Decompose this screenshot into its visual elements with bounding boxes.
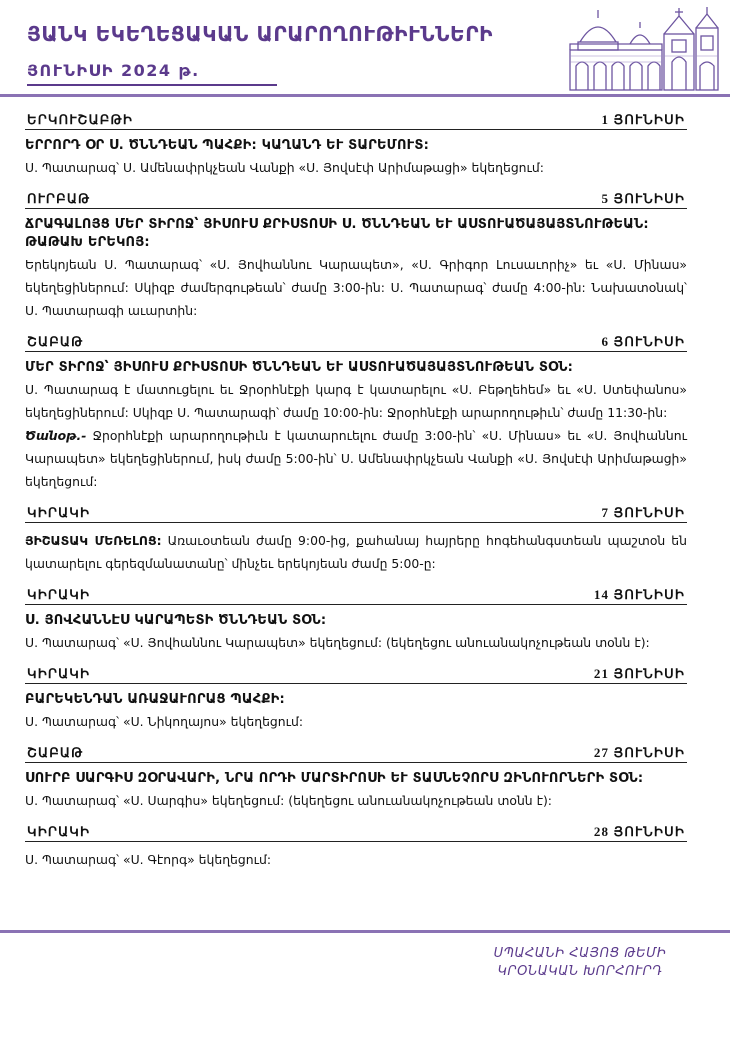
footer-divider [0, 930, 730, 933]
entry-weekday: ՇԱԲԱԹ [27, 334, 84, 349]
schedule-entry [25, 666, 687, 733]
schedule-entry [25, 334, 687, 493]
schedule-entry [25, 745, 687, 812]
entry-day-row [25, 587, 687, 605]
entry-text: Ս. Պատարագ է մատուցելու եւ Ջրօրհնէքի կարգ է կատարելու «Ս. Բեթղեհեմ» եւ «Ս. Ստեփանոս» եկեղեցիներում: Սկիզբ Ս. Պատարագի՝ ժամը 10:00-ին: Ջրօրհնէքի արարողութիւն՝ ժամը 11:30-ին: [25, 382, 687, 420]
entry-note [25, 424, 687, 493]
footer-line-council: ԿՐՕՆԱԿԱՆ ԽՈՐՀՈՒՐԴ [497, 964, 663, 979]
page-header [0, 0, 730, 95]
entry-day-row [25, 666, 687, 684]
entry-weekday: ԵՐԿՈՒՇԱԲԹԻ [27, 112, 134, 127]
entry-weekday: ԿԻՐԱԿԻ [27, 824, 91, 839]
page-title: ՅԱՆԿ ԵԿԵՂԵՑԱԿԱՆ ԱՐԱՐՈՂՈՒԹԻՒՆՆԵՐԻ [27, 22, 494, 46]
entry-heading: ԲԱՐԵԿԵՆԴԱՆ ԱՌԱՋԱՒՈՐԱՑ ՊԱՀՔԻ: [25, 692, 285, 707]
schedule-entry [25, 824, 687, 871]
header-divider [0, 94, 730, 97]
entry-heading: ՍՈՒՐԲ ՍԱՐԳԻՍ ԶՕՐԱՎԱՐԻ, ՆՐԱ ՈՐԴԻ ՄԱՐՏԻՐՈՍԻ ԵՒ ՏԱՍՆԵՉՈՐՍ ԶԻՆՈՒՈՐՆԵՐԻ ՏՕՆ: [25, 771, 644, 786]
entry-inline-heading: ՅԻՇԱՏԱԿ ՄԵՌԵԼՈՑ: [25, 533, 162, 548]
schedule-entry [25, 112, 687, 179]
footer-line-diocese: ՍՊԱՀԱՆԻ ՀԱՅՈՑ ԹԵՄԻ [493, 946, 667, 961]
entry-heading: ՄԵՐ ՏԻՐՈՋ՝ ՅԻՍՈՒՍ ՔՐԻՍՏՈՍԻ ԾՆՆԴԵԱՆ ԵՒ ԱՍՏՈՒԱԾԱՅԱՅՏՆՈՒԹԵԱՆ ՏՕՆ: [25, 360, 574, 375]
entry-text [25, 529, 687, 575]
month-underline [27, 84, 277, 86]
entry-date: 5 ՅՈՒՆԻՍԻ [601, 191, 685, 206]
entry-date: 7 ՅՈՒՆԻՍԻ [601, 505, 685, 520]
entry-date: 14 ՅՈՒՆԻՍԻ [593, 587, 685, 602]
note-text: Ջրօրհնէքի արարողութիւն է կատարուելու ժամը 3:00-ին՝ «Ս. Մինաս» եւ «Ս. Յովհաննու Կարապետ» եկեղեցիներում, իսկ ժամը 5:00-ին՝ Ս. Ամենափրկչեան Վանքի «Ս. Յովսէփ Արիմաթացի» եկեղեցում: [25, 428, 687, 489]
schedule-list [25, 112, 687, 883]
church-building-icon [560, 4, 722, 94]
entry-text: Ս. Պատարագ՝ «Ս. Յովհաննու Կարապետ» եկեղեցում: (եկեղեցու անուանակոչութեան տօնն է): [25, 635, 650, 650]
entry-weekday: ՇԱԲԱԹ [27, 745, 84, 760]
schedule-entry [25, 505, 687, 575]
entry-day-row [25, 745, 687, 763]
entry-weekday: ԿԻՐԱԿԻ [27, 666, 91, 681]
entry-date: 28 ՅՈՒՆԻՍԻ [593, 824, 685, 839]
entry-day-row [25, 505, 687, 523]
entry-heading: ՃՐԱԳԱԼՈՅՑ ՄԵՐ ՏԻՐՈՋ՝ ՅԻՍՈՒՍ ՔՐԻՍՏՈՍԻ Ս. ԾՆՆԴԵԱՆ ԵՒ ԱՍՏՈՒԱԾԱՅԱՅՏՆՈՒԹԵԱՆ: ԹԱԹԱԽ ԵՐԵԿՈՅ: [25, 217, 649, 250]
schedule-entry [25, 587, 687, 654]
entry-heading: Ս. ՅՈՎՀԱՆՆԷՍ ԿԱՐԱՊԵՏԻ ԾՆՆԴԵԱՆ ՏՕՆ: [25, 613, 327, 628]
entry-date: 1 ՅՈՒՆԻՍԻ [601, 112, 685, 127]
entry-text: Ս. Պատարագ՝ «Ս. Նիկողայոս» եկեղեցում: [25, 714, 304, 729]
entry-day-row [25, 112, 687, 130]
entry-day-row [25, 824, 687, 842]
entry-text: Ս. Պատարագ՝ «Ս. Գէորգ» եկեղեցում: [25, 852, 272, 867]
note-label: Ծանօթ.- [25, 428, 87, 443]
entry-text: Ս. Պատարագ՝ «Ս. Սարգիս» եկեղեցում: (եկեղեցու անուանակոչութեան տօնն է): [25, 793, 552, 808]
entry-text: Երեկոյեան Ս. Պատարագ՝ «Ս. Յովհաննու Կարապետ», «Ս. Գրիգոր Լուսաւորիչ» եւ «Ս. Մինաս» եկեղեցիներում: Սկիզբ ժամերգութեան՝ ժամը 3:00-ին: Ս. Պատարագ՝ ժամը 4:00-ին: Նախատօնակ՝ Ս. Պատարագի աւարտին: [25, 257, 687, 318]
entry-weekday: ՈՒՐԲԱԹ [27, 191, 91, 206]
entry-weekday: ԿԻՐԱԿԻ [27, 587, 91, 602]
entry-inline-text: Առաւօտեան ժամը 9:00-ից, քահանայ հայրերը հոգեհանգստեան պաշտօն են կատարելու գերեզմանատանը՝ մինչեւ երեկոյեան ժամը 5:00-ը: [25, 533, 687, 571]
page-footer [470, 945, 690, 981]
entry-heading: ԵՐՐՈՐԴ ՕՐ Ս. ԾՆՆԴԵԱՆ ՊԱՀՔԻ: ԿԱՂԱՆԴ ԵՒ ՏԱՐԵՄՈՒՏ: [25, 138, 429, 153]
entry-date: 6 ՅՈՒՆԻՍԻ [601, 334, 685, 349]
entry-weekday: ԿԻՐԱԿԻ [27, 505, 91, 520]
entry-text: Ս. Պատարագ՝ Ս. Ամենափրկչեան Վանքի «Ս. Յովսէփ Արիմաթացի» եկեղեցում: [25, 160, 544, 175]
entry-date: 21 ՅՈՒՆԻՍԻ [593, 666, 685, 681]
month-label: ՅՈՒՆԻՍԻ 2024 թ. [27, 61, 200, 80]
entry-day-row [25, 191, 687, 209]
entry-day-row [25, 334, 687, 352]
schedule-entry [25, 191, 687, 322]
entry-date: 27 ՅՈՒՆԻՍԻ [593, 745, 685, 760]
